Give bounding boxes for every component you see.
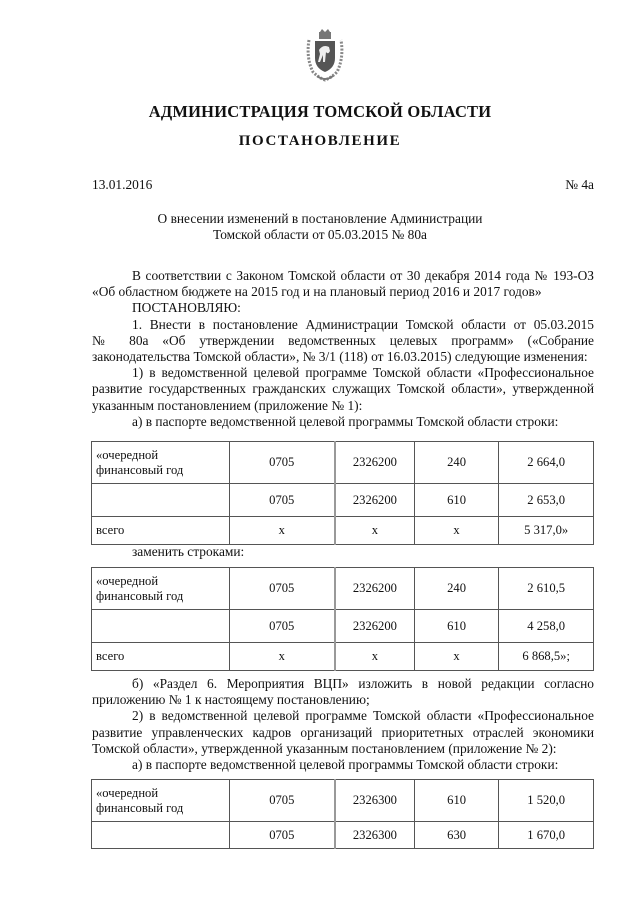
replace-with-label: заменить строками: bbox=[132, 544, 245, 559]
preamble-paragraph: В соответствии с Законом Томской области от 30 декабря 2014 года № 193-ОЗ «Об областном бюджете на 2015 год и на плановый период 2016 и 2017 годов» ПОСТАНОВЛЯЮ: 1. Внести в постановление Администрации Томской области от 05.03.2015 № 80а «Об утверждении ведомственных целевых программ» («Собрание законодательства Томской области», № 3/1 (118) от 16.03.2015) следующие изменения: 1) в ведомственной целевой программе Томской области «Профессиональное развитие государственных гражданских служащих Томской области», утвержденной указанным постановлением (приложение № 1): а) в паспорте ведомственной целевой программы Томской области строки: bbox=[92, 268, 594, 429]
table-row: «очередной финансовый год 0705 2326300 610 1 520,0 bbox=[92, 780, 594, 822]
coat-of-arms-icon bbox=[305, 28, 345, 82]
organization-title: АДМИНИСТРАЦИЯ ТОМСКОЙ ОБЛАСТИ bbox=[148, 102, 492, 121]
budget-table-original-2 bbox=[91, 779, 594, 849]
table-row: 0705 2326300 630 1 670,0 bbox=[92, 822, 594, 849]
document-type: ПОСТАНОВЛЕНИЕ bbox=[238, 133, 402, 149]
table-row: всего x x x 5 317,0» bbox=[92, 517, 594, 545]
resolve-heading: ПОСТАНОВЛЯЮ: bbox=[132, 300, 241, 316]
table-row: «очередной финансовый год 0705 2326200 240 2 610,5 bbox=[92, 568, 594, 610]
budget-table-replacement-1 bbox=[91, 567, 594, 671]
table-row: «очередной финансовый год 0705 2326200 240 2 664,0 bbox=[92, 442, 594, 484]
table-row: 0705 2326200 610 4 258,0 bbox=[92, 610, 594, 643]
budget-table-original-1 bbox=[91, 441, 594, 545]
document-number: № 4а bbox=[565, 177, 594, 192]
table-row: 0705 2326200 610 2 653,0 bbox=[92, 484, 594, 517]
document-date: 13.01.2016 bbox=[92, 177, 153, 192]
table-row: всего x x x 6 868,5»; bbox=[92, 643, 594, 671]
document-subject: О внесении изменений в постановление Администрации Томской области от 05.03.2015 № 80а bbox=[157, 211, 483, 242]
amendment-paragraphs: б) «Раздел 6. Мероприятия ВЦП» изложить в новой редакции согласно приложению № 1 к настоящему постановлению; 2) в ведомственной целевой программе Томской области «Профессиональное развитие управленческих кадров организаций приоритетных отраслей экономики Томской области», утвержденной указанным постановлением (приложение № 2): а) в паспорте ведомственной целевой программы Томской области строки: bbox=[92, 676, 594, 773]
